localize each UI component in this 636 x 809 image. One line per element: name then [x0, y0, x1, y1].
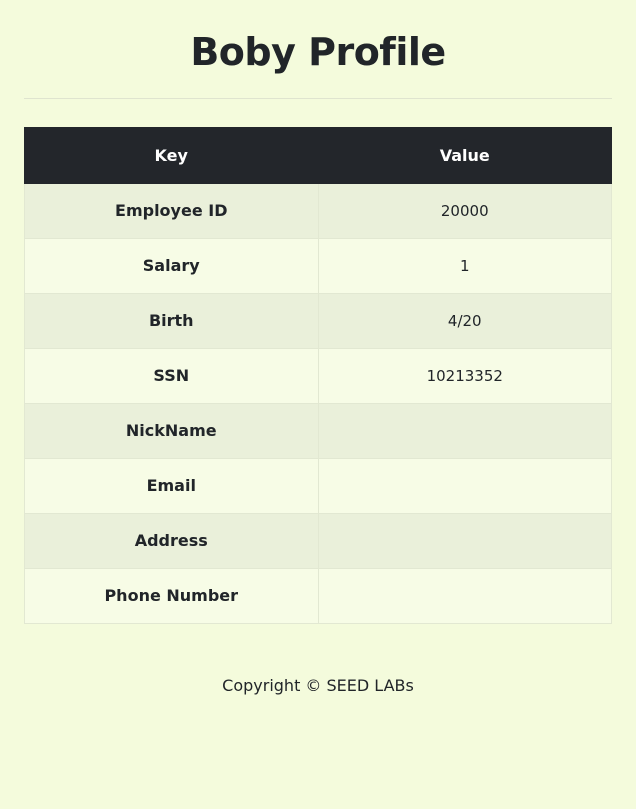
table-header-row [25, 127, 612, 183]
row-value-salary: 1 [318, 238, 612, 293]
page-title: Boby Profile [190, 30, 446, 74]
table-row [25, 458, 612, 513]
table-row [25, 293, 612, 348]
row-value-nickname [318, 403, 612, 458]
table-body [25, 183, 612, 623]
row-key-salary: Salary [25, 238, 319, 293]
table-row [25, 238, 612, 293]
title-divider [24, 98, 612, 99]
table-header [25, 127, 612, 183]
row-value-ssn: 10213352 [318, 348, 612, 403]
row-key-employee-id: Employee ID [25, 183, 319, 238]
row-value-birth: 4/20 [318, 293, 612, 348]
copyright-footer: Copyright © SEED LABs [222, 675, 414, 695]
row-key-address: Address [25, 513, 319, 568]
profile-page [0, 30, 636, 695]
row-key-email: Email [25, 458, 319, 513]
table-row [25, 403, 612, 458]
row-key-nickname: NickName [25, 403, 319, 458]
row-value-employee-id: 20000 [318, 183, 612, 238]
row-key-birth: Birth [25, 293, 319, 348]
table-row [25, 513, 612, 568]
row-value-phone-number [318, 568, 612, 623]
table-row [25, 183, 612, 238]
row-value-email [318, 458, 612, 513]
row-key-ssn: SSN [25, 348, 319, 403]
row-key-phone-number: Phone Number [25, 568, 319, 623]
table-row [25, 348, 612, 403]
row-value-address [318, 513, 612, 568]
column-header-value: Value [318, 127, 612, 183]
profile-table [24, 127, 612, 624]
column-header-key: Key [25, 127, 319, 183]
table-row [25, 568, 612, 623]
